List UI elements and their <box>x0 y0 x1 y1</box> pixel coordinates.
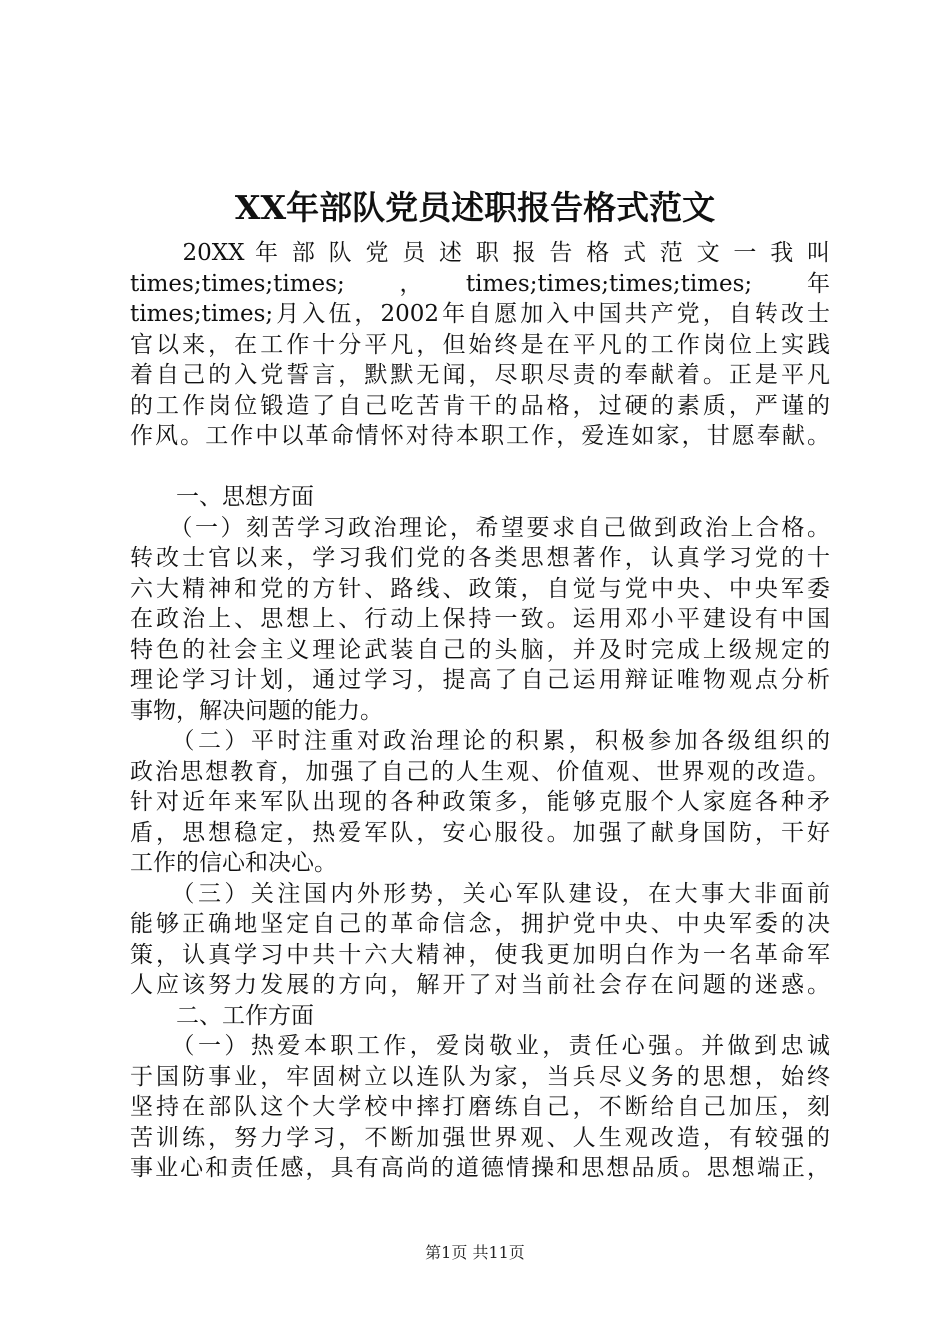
section-heading: 二、工作方面 <box>130 1002 314 1029</box>
body-line: 人应该努力发展的方向，解开了对当前社会存在问题的迷惑。 <box>130 972 830 998</box>
body-line: 作风。工作中以革命情怀对待本职工作，爱连如家，甘愿奉献。 <box>130 423 830 449</box>
body-line: 坚持在部队这个大学校中摔打磨练自己，不断给自己加压，刻 <box>130 1094 830 1120</box>
body-line: times;times;times; ， times;times;times;times; 年 <box>130 270 830 297</box>
body-line: （二）平时注重对政治理论的积累，积极参加各级组织的 <box>130 728 830 754</box>
body-line: 事物，解决问题的能力。 <box>130 697 383 724</box>
body-line: times;times;月入伍，2002年自愿加入中国共产党，自转改士 <box>130 301 830 327</box>
body-line: 的工作岗位锻造了自己吃苦肯干的品格，过硬的素质，严谨的 <box>130 392 830 419</box>
document-title: XX年部队党员述职报告格式范文 <box>234 188 716 227</box>
body-line: 转改士官以来，学习我们党的各类思想著作，认真学习党的十 <box>130 545 830 571</box>
body-line: 理论学习计划，通过学习，提高了自己运用辩证唯物观点分析 <box>130 667 830 693</box>
body-line: 盾，思想稳定，热爱军队，安心服役。加强了献身国防，干好 <box>130 819 830 846</box>
body-line: 官以来，在工作十分平凡，但始终是在平凡的工作岗位上实践 <box>130 331 830 358</box>
body-line: 策，认真学习中共十六大精神，使我更加明白作为一名革命军 <box>130 941 830 968</box>
body-line: 于国防事业，牢固树立以连队为家，当兵尽义务的思想，始终 <box>130 1063 830 1090</box>
body-line: 事业心和责任感，具有高尚的道德情操和思想品质。思想端正， <box>130 1155 830 1181</box>
body-line: 政治思想教育，加强了自己的人生观、价值观、世界观的改造。 <box>130 758 830 785</box>
document-body <box>130 238 830 1184</box>
body-line: 在政治上、思想上、行动上保持一致。运用邓小平建设有中国 <box>130 606 830 632</box>
body-line: 20XX 年 部 队 党 员 述 职 报 告 格 式 范 文 一 我 叫 <box>130 240 830 266</box>
body-line: （一）刻苦学习政治理论，希望要求自己做到政治上合格。 <box>130 514 830 541</box>
body-line: 能够正确地坚定自己的革命信念，拥护党中央、中央军委的决 <box>130 911 830 937</box>
blank-line <box>130 452 830 483</box>
section-heading: 一、思想方面 <box>130 484 314 510</box>
body-line: 着自己的入党誓言，默默无闻，尽职尽责的奉献着。正是平凡 <box>130 362 830 388</box>
body-line: （一）热爱本职工作，爱岗敬业，责任心强。并做到忠诚 <box>130 1033 830 1059</box>
body-line: （三）关注国内外形势，关心军队建设，在大事大非面前 <box>130 880 830 907</box>
body-line: 工作的信心和决心。 <box>130 850 337 876</box>
body-line: 苦训练，努力学习，不断加强世界观、人生观改造，有较强的 <box>130 1124 830 1151</box>
body-line: 特色的社会主义理论武装自己的头脑，并及时完成上级规定的 <box>130 636 830 663</box>
body-line: 针对近年来军队出现的各种政策多，能够克服个人家庭各种矛 <box>130 789 830 815</box>
body-line: 六大精神和党的方针、路线、政策，自觉与党中央、中央军委 <box>130 575 830 602</box>
page-footer: 第1页 共11页 <box>425 1243 525 1262</box>
